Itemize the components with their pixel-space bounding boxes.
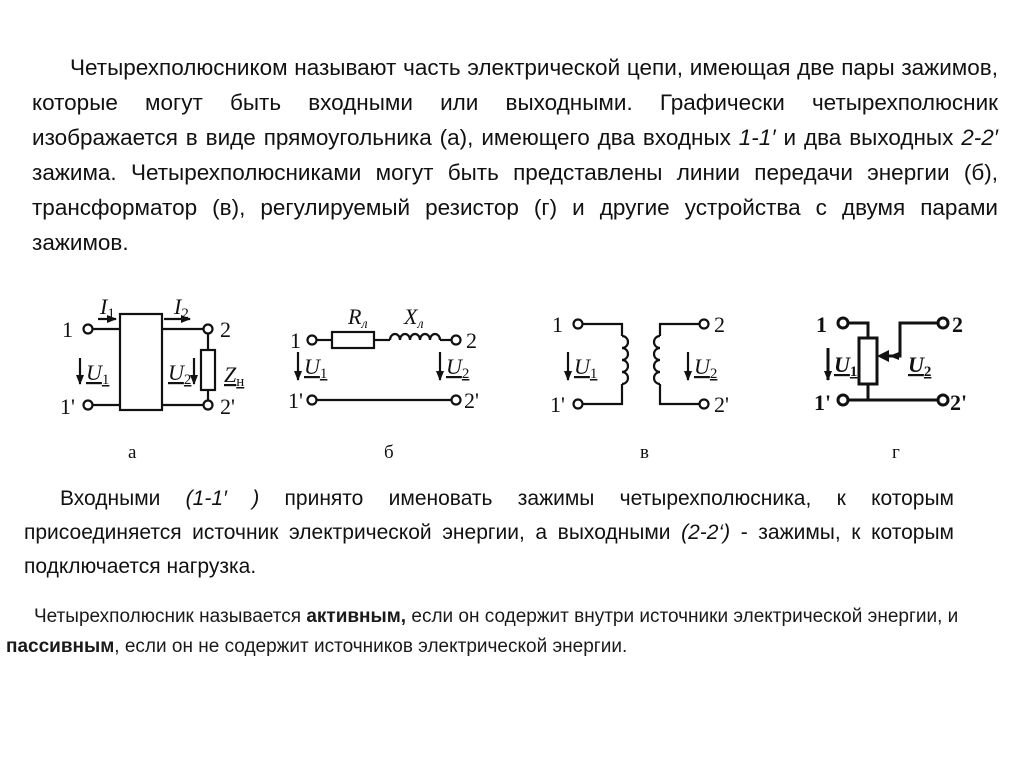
terminal-1-prime bbox=[838, 395, 848, 405]
intro-text-3: зажима. Четырехполюсниками могут быть представлены линии передачи энергии (б), трансформатор (в), регулируемый резистор (г) и другие устройства с двумя парами зажимов. bbox=[32, 160, 998, 255]
caption-v: в bbox=[640, 442, 649, 463]
label-1-prime: 1' bbox=[814, 390, 832, 415]
circuit-diagrams bbox=[0, 290, 1024, 470]
line-inductor bbox=[390, 334, 440, 340]
label-U1: U1 bbox=[304, 354, 328, 382]
terminal-2-prime bbox=[700, 400, 709, 409]
label-U1: U1 bbox=[574, 354, 598, 382]
terminals-text-2: принято именовать зажимы четырехполюсника, к которым присоединяется источник электрической энергии, а выходными bbox=[24, 487, 954, 544]
variable-resistor bbox=[859, 338, 877, 384]
intro-paragraph bbox=[32, 50, 998, 260]
terminal-1-prime bbox=[574, 400, 583, 409]
terminal-1 bbox=[574, 320, 583, 329]
label-1: 1 bbox=[62, 317, 73, 342]
terminals-definition-paragraph bbox=[24, 482, 954, 584]
terminal-2 bbox=[204, 325, 213, 334]
label-U2: U2 bbox=[908, 352, 932, 380]
secondary-coil bbox=[654, 336, 660, 384]
active-passive-text-1: Четырехполюсник называется bbox=[34, 606, 307, 627]
label-Zn: Zн bbox=[224, 362, 245, 390]
intro-text-2: и два выходных bbox=[775, 125, 962, 150]
terminal-2-prime bbox=[452, 396, 461, 405]
label-2-prime: 2' bbox=[950, 390, 968, 415]
terminal-2 bbox=[452, 336, 461, 345]
label-2-prime: 2' bbox=[220, 394, 235, 419]
active-term: активным, bbox=[306, 606, 407, 627]
label-1: 1 bbox=[290, 328, 301, 353]
terminal-2-prime bbox=[204, 401, 213, 410]
output-terminals-ref: (2-2‘) bbox=[681, 521, 731, 544]
label-1-prime: 1' bbox=[60, 394, 75, 419]
caption-g: г bbox=[892, 442, 900, 463]
label-2: 2 bbox=[220, 317, 231, 342]
terminal-2-prime bbox=[938, 395, 948, 405]
label-U1: U1 bbox=[834, 352, 858, 380]
label-I2: I2 bbox=[174, 294, 189, 322]
label-1-prime: 1' bbox=[550, 392, 565, 417]
passive-term: пассивным bbox=[6, 636, 115, 657]
terminal-2 bbox=[700, 320, 709, 329]
diagram-a-labels bbox=[60, 294, 244, 463]
terminal-1-prime bbox=[84, 401, 93, 410]
label-2-prime: 2' bbox=[714, 392, 729, 417]
label-U2: U2 bbox=[694, 354, 718, 382]
terminal-1 bbox=[308, 336, 317, 345]
intro-text-1: Четырехполюсником называют часть электрической цепи, имеющая две пары зажимов, которые могут быть входными или выходными. Графически четырехполюсник изображается в виде прямоугольника (а), имеющего два входных bbox=[32, 55, 998, 150]
terminal-2 bbox=[938, 318, 948, 328]
wiper-arrow bbox=[877, 350, 889, 362]
diagram-v-labels bbox=[550, 312, 729, 463]
terminals-text-3: - зажимы, к которым подключается нагрузка. bbox=[24, 521, 954, 578]
input-terminals-label: 1-1′ bbox=[738, 125, 776, 150]
label-U1: U1 bbox=[86, 360, 110, 388]
label-I1: I1 bbox=[100, 294, 115, 322]
load-resistor bbox=[201, 350, 215, 390]
label-2: 2 bbox=[952, 312, 963, 337]
active-passive-text-3: , если он не содержит источников электрической энергии. bbox=[114, 636, 628, 657]
label-Xl: Xл bbox=[404, 304, 424, 332]
label-U2: U2 bbox=[168, 360, 192, 388]
terminal-1 bbox=[84, 325, 93, 334]
label-U2: U2 bbox=[446, 354, 470, 382]
label-2: 2 bbox=[714, 312, 725, 337]
terminal-1 bbox=[838, 318, 848, 328]
label-2-prime: 2' bbox=[464, 388, 479, 413]
line-resistor bbox=[332, 332, 374, 348]
label-1: 1 bbox=[816, 312, 827, 337]
active-passive-text-2: если он содержит внутри источники электрической энергии, и bbox=[406, 606, 959, 627]
caption-a: а bbox=[128, 442, 137, 463]
label-Rl: Rл bbox=[348, 304, 368, 332]
label-1: 1 bbox=[552, 312, 563, 337]
input-terminals-ref: (1-1′ ) bbox=[185, 487, 260, 510]
active-passive-paragraph bbox=[6, 602, 981, 662]
primary-coil bbox=[622, 336, 628, 384]
output-terminals-label: 2-2′ bbox=[961, 125, 998, 150]
label-2: 2 bbox=[466, 328, 477, 353]
caption-b: б bbox=[384, 442, 394, 463]
diagram-g-labels bbox=[814, 312, 967, 463]
label-1-prime: 1' bbox=[288, 388, 303, 413]
diagram-b-labels bbox=[288, 304, 479, 463]
quadripole-box bbox=[120, 314, 162, 410]
terminals-text-1: Входными bbox=[60, 487, 186, 510]
terminal-1-prime bbox=[308, 396, 317, 405]
